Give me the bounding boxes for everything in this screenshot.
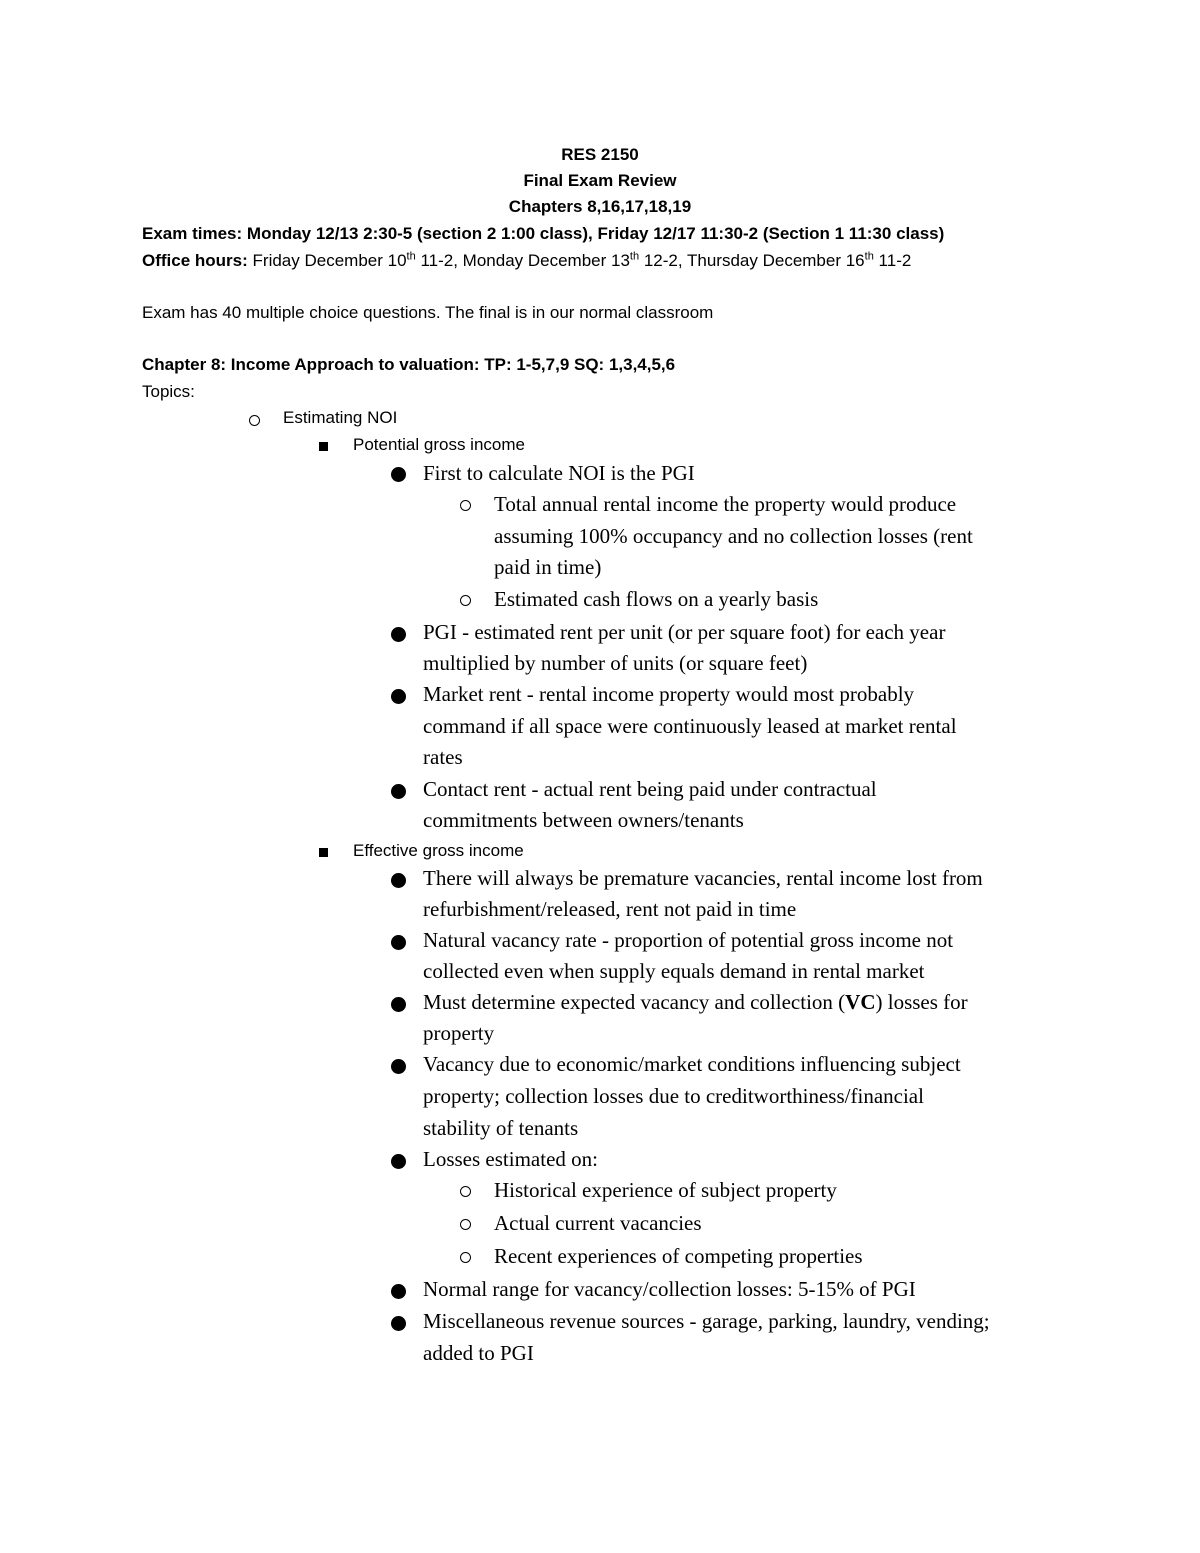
bullet-dot-icon xyxy=(391,935,406,950)
bullet-dot-icon xyxy=(391,689,406,704)
bullet-dot-icon xyxy=(391,1059,406,1074)
office-hours-line xyxy=(142,251,911,271)
office-hours-text: 12-2, Thursday December 16 xyxy=(639,251,865,270)
bullet-dot-icon xyxy=(391,627,406,642)
list-item-continued: collected even when supply equals demand in rental market xyxy=(423,959,925,983)
list-item-continued: property; collection losses due to creditworthiness/financial xyxy=(423,1084,924,1108)
exam-note: Exam has 40 multiple choice questions. The final is in our normal classroom xyxy=(142,303,714,322)
ordinal-suffix: th xyxy=(406,250,416,263)
list-item: Miscellaneous revenue sources - garage, parking, laundry, vending; xyxy=(423,1309,990,1333)
list-item-continued: added to PGI xyxy=(423,1341,534,1365)
list-item-continued: command if all space were continuously leased at market rental xyxy=(423,714,957,738)
subtopic-heading: Effective gross income xyxy=(353,841,524,860)
list-item-continued: stability of tenants xyxy=(423,1116,579,1140)
chapters-line: Chapters 8,16,17,18,19 xyxy=(508,197,692,216)
office-hours-text: 11-2, Monday December 13 xyxy=(415,251,630,270)
office-hours-text: Friday December 10 xyxy=(252,251,407,270)
office-hours-text: 11-2 xyxy=(873,251,912,270)
circle-bullet-icon xyxy=(460,1252,471,1263)
exam-times-label: Exam times: xyxy=(142,224,243,243)
topic-item: Estimating NOI xyxy=(283,408,398,427)
bullet-dot-icon xyxy=(391,784,406,799)
list-item: Contact rent - actual rent being paid under contractual xyxy=(423,777,877,801)
list-item: PGI - estimated rent per unit (or per square foot) for each year xyxy=(423,620,946,644)
list-item-continued: assuming 100% occupancy and no collection losses (rent xyxy=(494,524,973,548)
subtopic-heading: Potential gross income xyxy=(353,435,525,454)
list-item: Actual current vacancies xyxy=(494,1211,702,1235)
bullet-dot-icon xyxy=(391,1284,406,1299)
bullet-dot-icon xyxy=(391,1154,406,1169)
document-title: Final Exam Review xyxy=(523,171,677,190)
circle-bullet-icon xyxy=(249,415,260,426)
circle-bullet-icon xyxy=(460,500,471,511)
list-item-text: Must determine expected vacancy and collection ( xyxy=(423,990,846,1014)
list-item: Estimated cash flows on a yearly basis xyxy=(494,587,819,611)
office-hours-label: Office hours: xyxy=(142,251,248,270)
list-item: First to calculate NOI is the PGI xyxy=(423,461,695,485)
topics-label: Topics: xyxy=(142,382,195,401)
bullet-dot-icon xyxy=(391,1316,406,1331)
list-item: Natural vacancy rate - proportion of potential gross income not xyxy=(423,928,954,952)
circle-bullet-icon xyxy=(460,595,471,606)
vc-abbreviation: VC xyxy=(845,990,876,1014)
list-item: Total annual rental income the property would produce xyxy=(494,492,957,516)
square-bullet-icon xyxy=(319,848,328,857)
course-code: RES 2150 xyxy=(561,145,639,164)
bullet-dot-icon xyxy=(391,997,406,1012)
bullet-dot-icon xyxy=(391,467,406,482)
list-item-continued: commitments between owners/tenants xyxy=(423,808,744,832)
list-item-text: ) losses for xyxy=(875,990,968,1014)
list-item-continued: property xyxy=(423,1021,495,1045)
chapter-heading: Chapter 8: Income Approach to valuation: TP: 1-5,7,9 SQ: 1,3,4,5,6 xyxy=(142,355,676,374)
list-item xyxy=(423,990,968,1015)
list-item: Historical experience of subject property xyxy=(494,1178,837,1202)
ordinal-suffix: th xyxy=(864,250,874,263)
circle-bullet-icon xyxy=(460,1186,471,1197)
list-item-continued: multiplied by number of units (or square feet) xyxy=(423,651,808,675)
ordinal-suffix: th xyxy=(629,250,640,263)
list-item: Vacancy due to economic/market conditions influencing subject xyxy=(423,1052,961,1076)
bullet-dot-icon xyxy=(391,873,406,888)
circle-bullet-icon xyxy=(460,1219,471,1230)
list-item-continued: refurbishment/released, rent not paid in time xyxy=(423,897,797,921)
list-item: Recent experiences of competing properties xyxy=(494,1244,863,1268)
exam-times-text: Monday 12/13 2:30-5 (section 2 1:00 class), Friday 12/17 11:30-2 (Section 1 11:30 class) xyxy=(246,224,945,243)
list-item: Normal range for vacancy/collection losses: 5-15% of PGI xyxy=(423,1277,916,1301)
list-item: There will always be premature vacancies, rental income lost from xyxy=(423,866,983,890)
list-item-continued: rates xyxy=(423,745,463,769)
square-bullet-icon xyxy=(319,442,328,451)
list-item: Losses estimated on: xyxy=(423,1147,598,1171)
exam-times-line xyxy=(142,224,944,244)
list-item-continued: paid in time) xyxy=(494,555,602,579)
list-item: Market rent - rental income property would most probably xyxy=(423,682,915,706)
